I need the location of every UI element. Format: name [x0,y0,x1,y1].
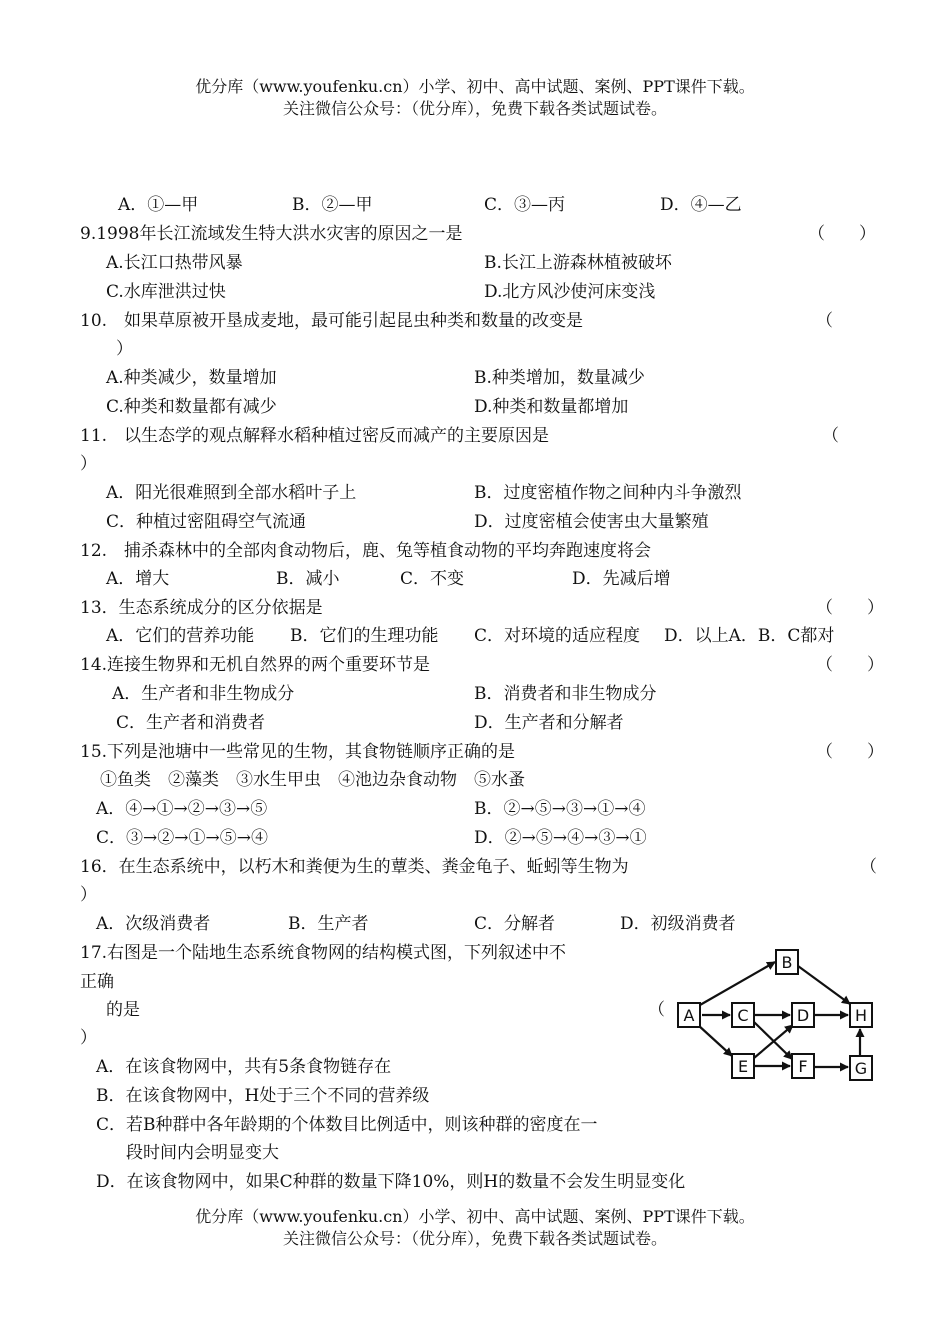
edge-a-b [700,962,775,1005]
q13-option-d: D．以上A．B．C都对 [664,626,835,646]
q15-items: ①鱼类 ②藻类 ③水生甲虫 ④池边杂食动物 ⑤水蚤 [100,770,525,790]
node-a-label: A [683,1006,695,1025]
header-line-1: 优分库（www.youfenku.cn）小学、初中、高中试题、案例、PPT课件下载。 [195,77,755,96]
footer-line-2: 关注微信公众号：（优分库），免费下载各类试题试卷。 [282,1229,667,1248]
q16-option-d: D．初级消费者 [620,914,736,934]
q17-paren-open: （ [648,1000,665,1020]
q9-paren: （ ） [808,224,876,244]
q17-option-c-line1: C．若B种群中各年龄期的个体数目比例适中，则该种群的密度在一 [96,1115,598,1135]
q17-option-a: A．在该食物网中，共有5条食物链存在 [96,1057,392,1077]
q16-option-a: A．次级消费者 [96,914,211,934]
q14-option-a: A．生产者和非生物成分 [112,684,295,704]
q8-option-d: D．④—乙 [660,195,742,215]
q14-option-c: C．生产者和消费者 [116,713,266,733]
q13-stem: 13．生态系统成分的区分依据是 [80,598,323,618]
q14-option-d: D．生产者和分解者 [474,713,624,733]
q17-stem-line2: 正确 [80,972,114,992]
q16-option-c: C．分解者 [474,914,556,934]
q11-option-b: B．过度密植作物之间种内斗争激烈 [474,483,742,503]
q9-stem: 9.1998年长江流域发生特大洪水灾害的原因之一是 [80,224,463,244]
q17-option-b: B．在该食物网中，H处于三个不同的营养级 [96,1086,430,1106]
q17-stem-line1: 17.右图是一个陆地生态系统食物网的结构模式图，下列叙述中不 [80,943,567,963]
q14-paren: （ ） [816,655,884,675]
q13-option-c: C．对环境的适应程度 [474,626,641,646]
q11-stem: 11. 以生态学的观点解释水稻种植过密反而减产的主要原因是 [80,426,550,446]
q9-option-b: B.长江上游森林植被破坏 [484,253,672,273]
q17-paren-close: ） [80,1028,97,1048]
q16-stem: 16．在生态系统中，以朽木和粪便为生的蕈类、粪金龟子、蚯蚓等生物为 [80,857,629,877]
q14-stem: 14.连接生物界和无机自然界的两个重要环节是 [80,655,431,675]
q10-option-b: B.种类增加，数量减少 [474,368,645,388]
q15-stem: 15.下列是池塘中一些常见的生物，其食物链顺序正确的是 [80,742,516,762]
q15-option-d: D．②→⑤→④→③→① [474,828,647,848]
q10-stem: 10. 如果草原被开垦成麦地，最可能引起昆虫种类和数量的改变是 [80,311,584,331]
q15-option-c: C．③→②→①→⑤→④ [96,828,268,848]
q13-option-b: B．它们的生理功能 [290,626,439,646]
q11-option-a: A．阳光很难照到全部水稻叶子上 [106,483,357,503]
q10-paren-close: ） [116,339,133,359]
q12-option-a: A．增大 [106,569,170,589]
node-c-label: C [737,1006,749,1025]
q15-option-a: A．④→①→②→③→⑤ [96,799,268,819]
q15-paren: （ ） [816,742,884,762]
node-d-label: D [796,1006,810,1025]
node-g-label: G [854,1059,868,1078]
q11-paren-close: ） [80,454,97,474]
q8-option-b: B．②—甲 [292,195,373,215]
q17-option-c-line2: 段时间内会明显变大 [126,1143,279,1163]
q12-option-d: D．先减后增 [572,569,671,589]
q8-option-c: C．③—丙 [484,195,566,215]
node-b-label: B [781,953,793,972]
q11-option-d: D．过度密植会使害虫大量繁殖 [474,512,709,532]
page-header [0,76,950,120]
q16-paren-close: ） [80,885,97,905]
page-footer [0,1206,950,1250]
q13-option-a: A．它们的营养功能 [106,626,255,646]
edge-b-h [798,966,850,1004]
footer-line-1: 优分库（www.youfenku.cn）小学、初中、高中试题、案例、PPT课件下载。 [195,1207,755,1226]
q15-option-b: B．②→⑤→③→①→④ [474,799,646,819]
q9-option-d: D.北方风沙使河床变浅 [484,282,656,302]
node-h-label: H [854,1006,868,1025]
q10-option-d: D.种类和数量都增加 [474,397,629,417]
q10-paren-open: （ [816,311,833,331]
q10-option-a: A.种类减少，数量增加 [106,368,277,388]
q17-option-d: D．在该食物网中，如果C种群的数量下降10%，则H的数量不会发生明显变化 [96,1172,686,1192]
q13-paren: （ ） [816,598,884,618]
q17-stem-line3: 的是 [106,1000,140,1020]
q11-option-c: C．种植过密阻碍空气流通 [106,512,307,532]
q9-option-c: C.水库泄洪过快 [106,282,226,302]
node-e-label: E [737,1057,749,1076]
header-line-2: 关注微信公众号：（优分库），免费下载各类试题试卷。 [282,99,667,118]
q14-option-b: B．消费者和非生物成分 [474,684,657,704]
q16-option-b: B．生产者 [288,914,369,934]
edge-a-e [698,1025,732,1056]
food-web-diagram [672,940,882,1085]
q12-option-c: C．不变 [400,569,465,589]
q9-option-a: A.长江口热带风暴 [106,253,243,273]
q16-paren-open: （ [860,857,877,877]
node-f-label: F [798,1057,808,1076]
q10-option-c: C.种类和数量都有减少 [106,397,277,417]
q12-stem: 12. 捕杀森林中的全部肉食动物后，鹿、兔等植食动物的平均奔跑速度将会 [80,541,652,561]
q8-option-a: A．①—甲 [118,195,199,215]
q12-option-b: B．减小 [276,569,340,589]
q11-paren-open: （ [822,426,839,446]
